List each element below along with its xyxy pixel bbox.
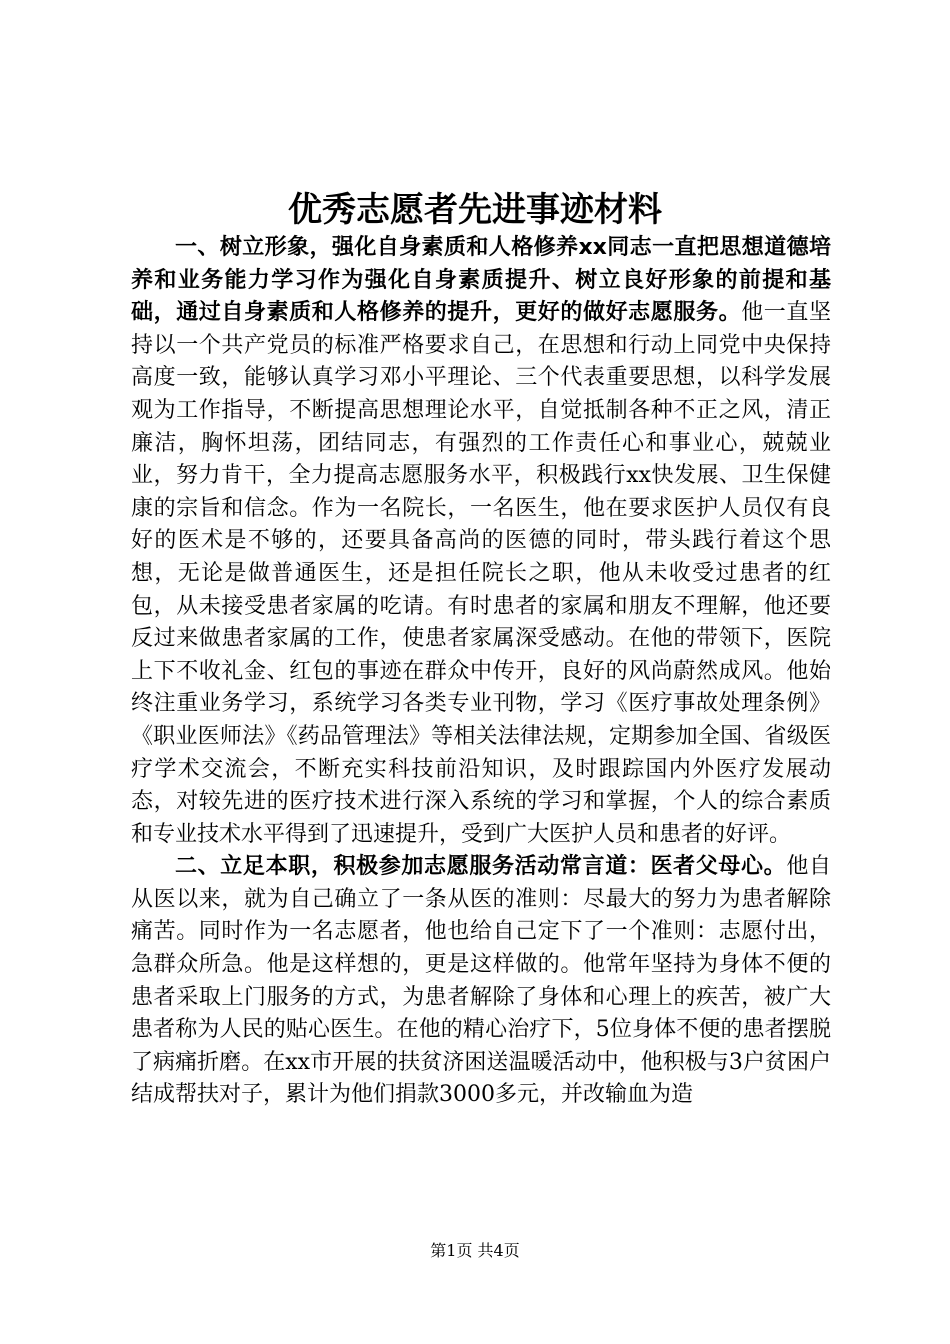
page-number-footer: 第1页 共4页	[430, 1241, 520, 1260]
paragraph-2-lead: 二、立足本职，积极参加志愿服务活动常言道：医者父母心。	[175, 854, 787, 880]
paragraph-2-text: 他自从医以来，就为自己确立了一条从医的准则：尽最大的努力为患者解除痛苦。同时作为一名志愿者，他也给自己定下了一个准则：志愿付出，急群众所急。他是这样想的，更是这样做的。他常年坚持为身体不便的患者采取上门服务的方式，为患者解除了身体和心理上的疾苦，被广大患者称为人民的贴心医生。在他的精心治疗下，5位身体不便的患者摆脱了病痛折磨。在xx市开展的扶贫济困送温暖活动中，他积极与3户贫困户结成帮扶对子，累计为他们捐款3000多元，并改输血为造	[131, 854, 831, 1108]
paragraph-2	[131, 851, 831, 1112]
paragraph-1-text: 他一直坚持以一个共产党员的标准严格要求自己，在思想和行动上同党中央保持高度一致，能够认真学习邓小平理论、三个代表重要思想，以科学发展观为工作指导，不断提高思想理论水平，自觉抵制各种不正之风，清正廉洁，胸怀坦荡，团结同志，有强烈的工作责任心和事业心，兢兢业业，努力肯干，全力提高志愿服务水平，积极践行xx快发展、卫生保健康的宗旨和信念。作为一名院长，一名医生，他在要求医护人员仅有良好的医术是不够的，还要具备高尚的医德的同时，带头践行着这个思想，无论是做普通医生，还是担任院长之职，他从未收受过患者的红包，从未接受患者家属的吃请。有时患者的家属和朋友不理解，他还要反过来做患者家属的工作，使患者家属深受感动。在他的带领下，医院上下不收礼金、红包的事迹在群众中传开，良好的风尚蔚然成风。他始终注重业务学习，系统学习各类专业刊物，学习《医疗事故处理条例》《职业医师法》《药品管理法》等相关法律法规，定期参加全国、省级医疗学术交流会，不断充实科技前沿知识，及时跟踪国内外医疗发展动态，对较先进的医疗技术进行深入系统的学习和掌握，个人的综合素质和专业技术水平得到了迅速提升，受到广大医护人员和患者的好评。	[131, 300, 831, 847]
paragraph-1	[131, 232, 831, 851]
paragraph-1-lead: 一、树立形象，强化自身素质和人格修养xx同志一直把思想道德培养和业务能力学习作为强化自身素质提升、树立良好形象的前提和基础，通过自身素质和人格修养的提升，更好的做好志愿服务。	[131, 235, 831, 326]
document-title: 优秀志愿者先进事迹材料	[288, 190, 662, 230]
document-body	[131, 232, 831, 1112]
